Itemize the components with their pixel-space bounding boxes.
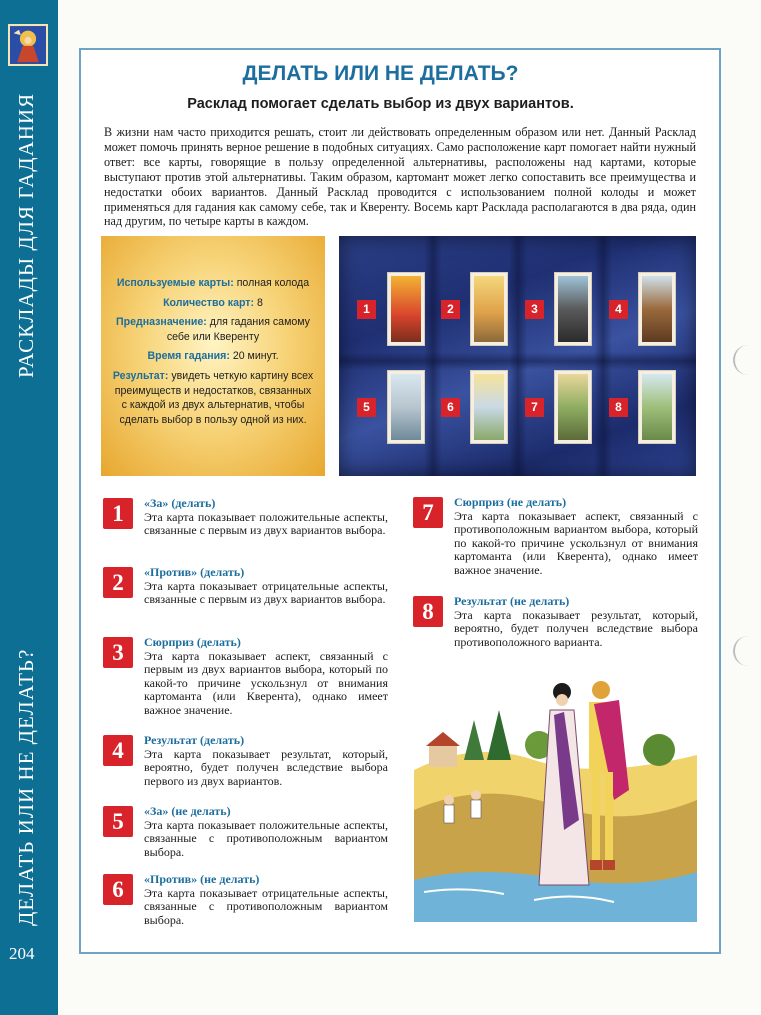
position-body: Эта карта показывает положительные аспекты, связанные с противоположным вариантом выбора.	[144, 817, 388, 859]
position-heading: «За» (делать)	[144, 496, 216, 510]
page-number: 204	[9, 944, 35, 963]
couple-illustration	[414, 660, 697, 922]
card-spread-photo	[339, 236, 696, 476]
position-number: 7	[413, 497, 443, 528]
info-count-label: Количество карт:	[163, 296, 255, 309]
spread-position-badge: 7	[525, 398, 544, 417]
spread-position-badge: 2	[441, 300, 460, 319]
page-subtitle: Расклад помогает сделать выбор из двух вариантов.	[187, 96, 574, 112]
binder-ring-hole	[733, 636, 761, 666]
info-count	[111, 296, 315, 311]
info-purpose-label: Предназначение:	[116, 316, 207, 329]
position-body: Эта карта показывает положительные аспекты, связанные с первым из двух вариантов выбора.	[144, 509, 388, 538]
position-number: 4	[103, 735, 133, 766]
position-text	[144, 497, 388, 538]
tarot-card-3	[554, 272, 592, 346]
position-body: Эта карта показывает отрицательные аспекты, связанные с первым из двух вариантов выбора.	[144, 578, 388, 607]
position-text	[454, 496, 698, 578]
tarot-card-8	[638, 370, 676, 444]
position-heading: «Против» (не делать)	[144, 872, 260, 886]
binder-ring-hole	[733, 345, 761, 375]
position-text	[454, 595, 698, 649]
spread-position-badge: 1	[357, 300, 376, 319]
position-body: Эта карта показывает результат, который, вероятно, будет получен вследствие выбора первого из двух вариантов.	[144, 746, 388, 788]
book-logo-icon	[8, 24, 48, 66]
spread-info-box	[101, 236, 325, 476]
tarot-card-6	[470, 370, 508, 444]
spread-position-badge: 8	[609, 398, 628, 417]
tarot-card-4	[638, 272, 676, 346]
info-cards-value: полная колода	[236, 277, 310, 289]
tarot-card-1	[387, 272, 425, 346]
position-text	[144, 734, 388, 788]
info-result-label: Результат:	[112, 369, 169, 382]
sidebar	[0, 0, 58, 1015]
position-number: 5	[103, 806, 133, 837]
info-time-value: 20 минут.	[232, 350, 279, 363]
spread-position-badge: 4	[609, 300, 628, 319]
position-heading: Результат (не делать)	[454, 594, 570, 608]
position-text	[144, 805, 388, 859]
position-heading: Результат (делать)	[144, 733, 245, 747]
intro-paragraph: В жизни нам часто приходится решать, стоит ли действовать определенным образом или нет. Данный Расклад может помочь принять верное решение в подобных ситуациях. Само расположение карт помогает найти нужный ответ: все карты, говорящие в пользу определенной альтернативы, расположены над картами, которые выступают против этой альтернативы. Таким образом, картомант может легко сопоставить все преимущества и недостатки обоих вариантов. Данный Расклад проводится с использованием полной колоды и может применяться для гадания как самому себе, так и Кверенту. Восемь карт Расклада располагаются в два ряда, один над другим, по четыре карты в каждом.	[104, 125, 696, 229]
position-body: Эта карта показывает аспект, связанный с противоположным вариантом выбора, который по какой-то причине ускользнул от внимания картоманта (или Кверента), однако имеет важное значение.	[454, 508, 698, 577]
position-body: Эта карта показывает результат, который, вероятно, будет получен вследствие выбора противоположного варианта.	[454, 607, 698, 649]
spread-position-badge: 5	[357, 398, 376, 417]
info-result-value: увидеть четкую картину всех преимуществ и недостатков, связанных с каждой из двух альтернатив, чтобы сделать выбор в пользу одной из них.	[114, 369, 314, 426]
position-heading: «За» (не делать)	[144, 804, 231, 818]
position-number: 6	[103, 874, 133, 905]
position-heading: Сюрприз (не делать)	[454, 495, 567, 509]
chapter-title: ДЕЛАТЬ ИЛИ НЕ ДЕЛАТЬ?	[14, 648, 38, 926]
position-body: Эта карта показывает отрицательные аспекты, связанные с противоположным вариантом выбора.	[144, 885, 388, 927]
page-title: ДЕЛАТЬ ИЛИ НЕ ДЕЛАТЬ?	[242, 62, 519, 85]
info-count-value: 8	[256, 296, 263, 309]
position-body: Эта карта показывает аспект, связанный с первым из двух вариантов выбора, который по какой-то причине ускользнул от внимания картоманта (или Кверента), однако имеет важное значение.	[144, 648, 388, 717]
tarot-card-2	[470, 272, 508, 346]
info-time	[111, 349, 315, 364]
position-number: 1	[103, 498, 133, 529]
cloth-fold	[339, 352, 696, 370]
spread-position-badge: 3	[525, 300, 544, 319]
position-text	[144, 636, 388, 718]
info-time-label: Время гадания:	[147, 350, 230, 363]
position-number: 2	[103, 567, 133, 598]
position-text	[144, 566, 388, 607]
info-cards-label: Используемые карты:	[116, 277, 234, 289]
position-heading: «Против» (делать)	[144, 565, 245, 579]
section-title: РАСКЛАДЫ ДЛЯ ГАДАНИЯ	[14, 92, 38, 378]
tarot-card-7	[554, 370, 592, 444]
info-purpose	[111, 315, 315, 344]
info-result	[111, 369, 315, 427]
position-heading: Сюрприз (делать)	[144, 635, 241, 649]
info-purpose-value: для гадания самому себе или Кверенту	[166, 316, 310, 343]
position-number: 8	[413, 596, 443, 627]
position-text	[144, 873, 388, 927]
position-number: 3	[103, 637, 133, 668]
spread-position-badge: 6	[441, 398, 460, 417]
info-cards	[111, 276, 315, 291]
tarot-card-5	[387, 370, 425, 444]
